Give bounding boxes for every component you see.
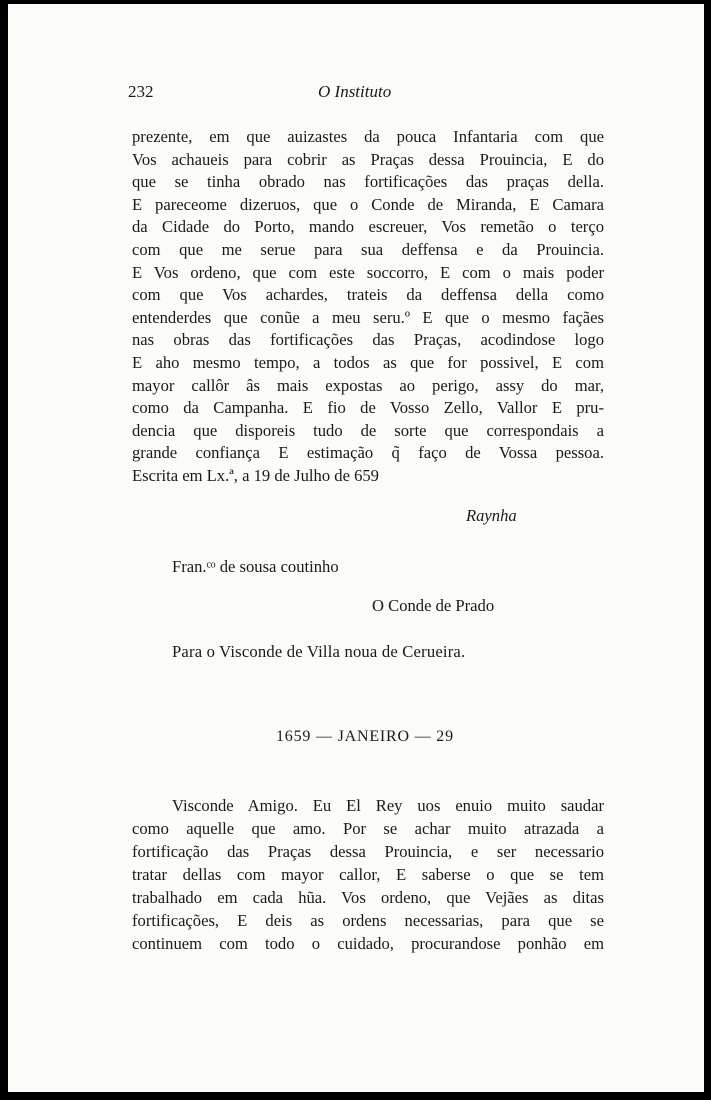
text-line: tratar dellas com mayor callor, E saberse o que se tem — [132, 865, 604, 884]
text-line: E pareceome dizeruos, que o Conde de Miranda, E Camara — [132, 194, 604, 214]
text-line: que se tinha obrado nas fortificações das praças della. — [132, 172, 604, 192]
text-line: como aquelle que amo. Por se achar muito atrazada a — [132, 819, 604, 838]
book-page — [8, 4, 704, 1092]
signature-queen: Raynha — [466, 506, 517, 525]
text-line: continuem com todo o cuidado, procurandose ponhão em — [132, 934, 604, 953]
text-line: prezente, em que auizastes da pouca Infantaria com que — [132, 127, 604, 146]
text-line: dencia que disporeis tudo de sorte que correspondais a — [132, 420, 604, 440]
letter-body — [132, 794, 604, 955]
signature-count: O Conde de Prado — [372, 596, 495, 615]
text-line: E aho mesmo tempo, a todos as que for possivel, E com — [132, 352, 604, 372]
text-line: com que Vos achardes, trateis da deffensa della como — [132, 285, 604, 305]
text-line: nas obras das fortificações das Praças, acodindose logo — [132, 330, 604, 350]
running-head — [128, 82, 438, 110]
signature-secretary: Fran.ᶜᵒ de sousa coutinho — [172, 557, 339, 576]
text-line: grande confiança E estimação q̃ faço de Vossa pessoa. — [132, 443, 604, 463]
journal-title: O Instituto — [318, 82, 392, 101]
text-line: da Cidade do Porto, mando escreuer, Vos remetão o terço — [132, 217, 604, 237]
text-line: com que me serue para sua deffensa e da Prouincia. — [132, 239, 604, 259]
text-line: Escrita em Lx.ª, a 19 de Julho de 659 — [132, 465, 379, 485]
text-line: entenderdes que conũe a meu seru.º E que o mesmo façães — [132, 307, 604, 327]
addressee-line: Para o Visconde de Villa noua de Cerueira. — [172, 642, 466, 661]
text-line: como da Campanha. E fio de Vosso Zello, Vallor E pru- — [132, 398, 604, 418]
text-line: Visconde Amigo. Eu El Rey uos enuio muito saudar — [172, 796, 604, 815]
text-line: mayor callôr âs mais expostas ao perigo, assy do mar, — [132, 375, 604, 395]
text-line: trabalhado em cada hũa. Vos ordeno, que Vejães as ditas — [132, 888, 604, 907]
text-line: E Vos ordeno, que com este soccorro, E com o mais poder — [132, 262, 604, 282]
page-number: 232 — [128, 82, 154, 101]
section-date-heading: 1659 — JANEIRO — 29 — [276, 728, 454, 745]
letter-body — [132, 126, 604, 488]
text-line: Vos achaueis para cobrir as Praças dessa Prouincia, E do — [132, 149, 604, 169]
text-line: fortificação das Praças dessa Prouincia, e ser necessario — [132, 842, 604, 861]
text-line: fortificações, E deis as ordens necessarias, para que se — [132, 911, 604, 930]
